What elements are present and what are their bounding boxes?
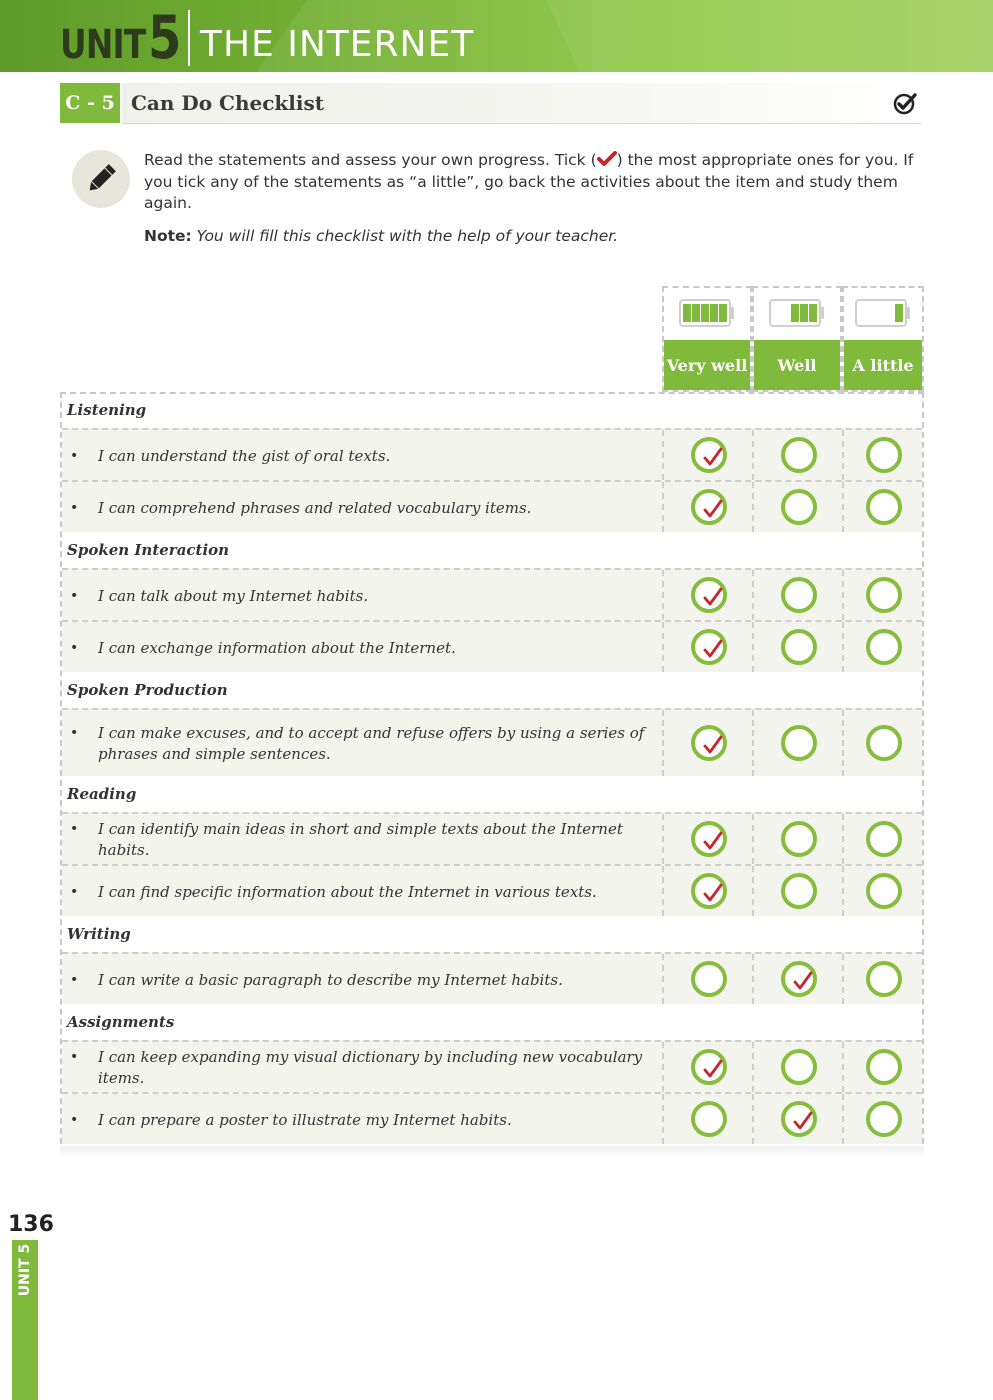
battery-segment (719, 304, 727, 322)
section-title: Can Do Checklist (131, 91, 324, 115)
rating-radio-a-little[interactable] (866, 725, 902, 761)
rating-radio-a-little[interactable] (866, 1049, 902, 1085)
rating-cell (842, 622, 924, 672)
unit-side-label-text: UNIT 5 (17, 1243, 33, 1297)
column-label: Very well (664, 340, 750, 390)
category-heading: Assignments (67, 1013, 175, 1031)
statement-text: I can find specific information about the Internet in various texts. (98, 882, 597, 901)
checklist-row (62, 568, 922, 620)
tick-mark (702, 498, 724, 520)
statement-text: I can exchange information about the Internet. (98, 638, 456, 657)
rating-radio-a-little[interactable] (866, 437, 902, 473)
page-number: 136 (8, 1212, 54, 1237)
tick-mark (702, 882, 724, 904)
rating-radio-very-well[interactable] (691, 629, 727, 665)
rating-radio-a-little[interactable] (866, 873, 902, 909)
rating-cell (752, 482, 844, 532)
rating-radio-well[interactable] (781, 1101, 817, 1137)
bullet: • (70, 883, 79, 900)
rating-cell (842, 1042, 924, 1092)
checklist-row (62, 1092, 922, 1144)
rating-radio-a-little[interactable] (866, 489, 902, 525)
bullet: • (70, 725, 79, 741)
battery-segment (701, 304, 709, 322)
checklist-row (62, 864, 922, 916)
statement-text: I can identify main ideas in short and simple texts about the Internet habits. (98, 820, 623, 859)
rating-radio-well[interactable] (781, 1049, 817, 1085)
bullet: • (70, 1111, 79, 1128)
rating-radio-very-well[interactable] (691, 577, 727, 613)
battery-segment (692, 304, 700, 322)
unit-header (0, 0, 993, 72)
rating-radio-well[interactable] (781, 489, 817, 525)
rating-radio-very-well[interactable] (691, 1101, 727, 1137)
rating-radio-well[interactable] (781, 873, 817, 909)
rating-radio-a-little[interactable] (866, 821, 902, 857)
column-label: A little (844, 340, 922, 390)
rating-radio-very-well[interactable] (691, 725, 727, 761)
rating-cell (662, 430, 754, 480)
rating-radio-a-little[interactable] (866, 629, 902, 665)
rating-radio-very-well[interactable] (691, 821, 727, 857)
rating-radio-very-well[interactable] (691, 489, 727, 525)
unit-title: THE INTERNET (200, 24, 475, 65)
checklist-row (62, 428, 922, 480)
rating-cell (662, 570, 754, 620)
battery-segment (809, 304, 817, 322)
rating-cell (662, 1094, 754, 1144)
bullet: • (70, 587, 79, 604)
statement-text: I can write a basic paragraph to describe my Internet habits. (98, 970, 563, 989)
checklist-row (62, 708, 922, 776)
checklist-row (62, 952, 922, 1004)
bullet: • (70, 499, 79, 516)
tick-mark (702, 586, 724, 608)
checklist-row (62, 620, 922, 672)
rating-radio-well[interactable] (781, 725, 817, 761)
tick-mark (702, 1058, 724, 1080)
category-heading: Reading (67, 785, 137, 803)
rating-cell (752, 866, 844, 916)
tick-mark (702, 638, 724, 660)
rating-cell (842, 866, 924, 916)
rating-radio-well[interactable] (781, 577, 817, 613)
battery-medium-icon (768, 298, 826, 332)
header-divider (188, 10, 190, 66)
battery-segment (710, 304, 718, 322)
rating-cell (842, 1094, 924, 1144)
bullet: • (70, 1049, 79, 1065)
rating-cell (842, 954, 924, 1004)
checklist-row (62, 480, 922, 532)
rating-cell (752, 710, 844, 776)
note-label: Note: (144, 227, 192, 245)
section-code: C - 5 (60, 83, 120, 123)
rating-cell (662, 622, 754, 672)
rating-cell (662, 1042, 754, 1092)
tick-mark (792, 1110, 814, 1132)
rating-radio-a-little[interactable] (866, 961, 902, 997)
column-header-very-well (662, 286, 752, 392)
table-shadow (60, 1146, 924, 1158)
bullet: • (70, 821, 79, 837)
rating-cell (662, 710, 754, 776)
rating-radio-well[interactable] (781, 821, 817, 857)
column-header-well (752, 286, 842, 392)
unit-side-label (12, 1240, 38, 1300)
instructions-text (144, 150, 919, 215)
rating-radio-a-little[interactable] (866, 577, 902, 613)
checklist-row (62, 1040, 922, 1092)
battery-full-icon (678, 298, 736, 332)
tick-mark (792, 970, 814, 992)
rating-radio-very-well[interactable] (691, 437, 727, 473)
rating-cell (752, 570, 844, 620)
category-heading: Spoken Production (67, 681, 228, 699)
rating-radio-well[interactable] (781, 629, 817, 665)
statement-text: I can prepare a poster to illustrate my Internet habits. (98, 1110, 512, 1129)
statement-text: I can make excuses, and to accept and refuse offers by using a series of phrases and simple sentences. (98, 724, 645, 763)
rating-cell (842, 710, 924, 776)
rating-radio-well[interactable] (781, 961, 817, 997)
checklist-row (62, 812, 922, 864)
column-header-a-little (842, 286, 924, 392)
instructions-part1: Read the statements and assess your own progress. Tick ( (144, 151, 597, 169)
pencil-icon (72, 150, 130, 208)
rating-radio-very-well[interactable] (691, 961, 727, 997)
rating-radio-very-well[interactable] (691, 1049, 727, 1085)
rating-cell (662, 954, 754, 1004)
battery-segment (791, 304, 799, 322)
instructions-part2: ) the most appropriate ones for you. If you tick any of the statements as “a little”, go back the activities about the item and study them again. (144, 151, 914, 212)
tick-icon (597, 151, 617, 167)
battery-segment (800, 304, 808, 322)
bullet: • (70, 971, 79, 988)
rating-cell (752, 622, 844, 672)
note-text: You will fill this checklist with the help of your teacher. (191, 227, 619, 245)
tick-mark (702, 446, 724, 468)
rating-radio-very-well[interactable] (691, 873, 727, 909)
rating-cell (752, 814, 844, 864)
checklist-check-icon (892, 91, 918, 117)
rating-cell (842, 814, 924, 864)
rating-cell (752, 430, 844, 480)
category-heading: Writing (67, 925, 131, 943)
header-decoration (527, 0, 993, 72)
unit-word: UNIT (60, 22, 146, 68)
rating-cell (842, 482, 924, 532)
statement-text: I can understand the gist of oral texts. (98, 446, 391, 465)
rating-cell (662, 866, 754, 916)
column-label: Well (754, 340, 840, 390)
tick-mark (702, 830, 724, 852)
battery-segment (683, 304, 691, 322)
rating-cell (662, 482, 754, 532)
note (144, 227, 618, 245)
tick-mark (702, 734, 724, 756)
rating-cell (662, 814, 754, 864)
rating-cell (842, 570, 924, 620)
rating-radio-a-little[interactable] (866, 1101, 902, 1137)
statement-text: I can talk about my Internet habits. (98, 586, 369, 605)
rating-cell (752, 954, 844, 1004)
battery-low-icon (854, 298, 912, 332)
bullet: • (70, 639, 79, 656)
rating-cell (842, 430, 924, 480)
unit-number: 5 (148, 3, 182, 72)
bullet: • (70, 447, 79, 464)
rating-cell (752, 1094, 844, 1144)
rating-cell (752, 1042, 844, 1092)
category-heading: Spoken Interaction (67, 541, 230, 559)
battery-segment (895, 304, 903, 322)
statement-text: I can comprehend phrases and related vocabulary items. (98, 498, 532, 517)
category-heading: Listening (67, 401, 147, 419)
statement-text: I can keep expanding my visual dictionary by including new vocabulary items. (98, 1048, 643, 1087)
rating-radio-well[interactable] (781, 437, 817, 473)
